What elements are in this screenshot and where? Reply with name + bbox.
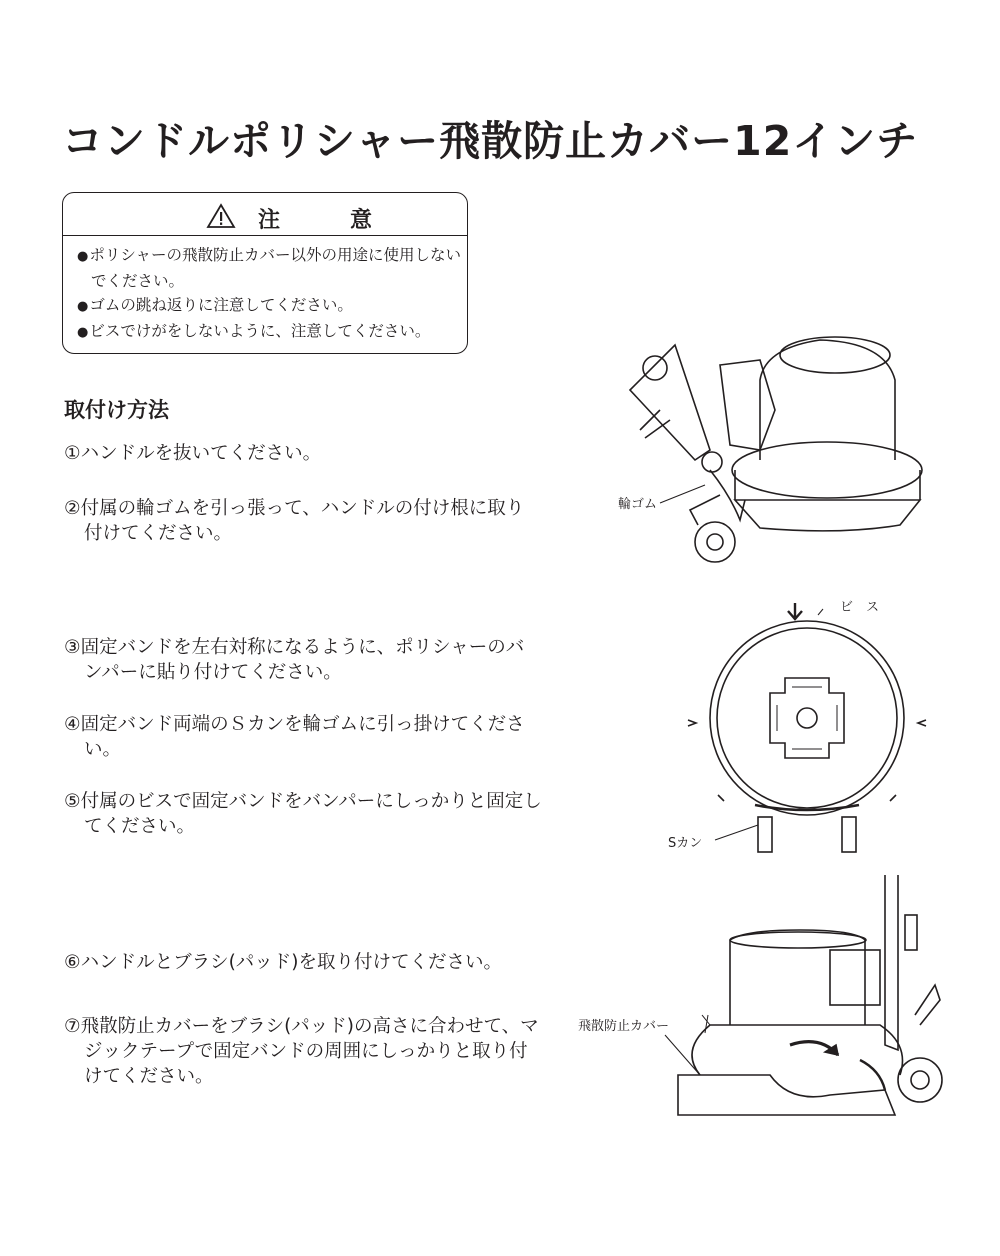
caution-box [62, 192, 468, 354]
polisher-cover-figure [580, 875, 980, 1125]
method-title: 取付け方法 [64, 398, 169, 422]
step-6: ⑥ハンドルとブラシ(パッド)を取り付けてください。 [64, 952, 503, 973]
caution-item: ● ビスでけがをしないように、注意してください。 [77, 319, 467, 345]
cover-label: 飛散防止カバー [578, 1019, 670, 1034]
screw-label: ビ ス [840, 600, 880, 615]
warning-triangle-icon [206, 203, 236, 229]
caution-list [77, 243, 467, 345]
rubber-band-label: 輪ゴム [618, 497, 658, 512]
step-4: ④固定バンド両端のＳカンを輪ゴムに引っ掛けてください。 [64, 714, 525, 760]
bumper-band-figure [680, 595, 940, 865]
polisher-rubber-band-figure [600, 320, 930, 570]
caution-item: ● ポリシャーの飛散防止カバー以外の用途に使用しないでください。 [77, 243, 467, 293]
step-2: ②付属の輪ゴムを引っ張って、ハンドルの付け根に取り付けてください。 [64, 498, 525, 544]
page-title: コンドルポリシャー飛散防止カバー12インチ [62, 117, 919, 165]
caution-item: ● ゴムの跳ね返りに注意してください。 [77, 293, 467, 319]
step-1: ①ハンドルを抜いてください。 [64, 443, 322, 464]
step-7: ⑦飛散防止カバーをブラシ(パッド)の高さに合わせて、マジックテープで固定バンドの周囲にしっかりと取り付けてください。 [64, 1016, 539, 1087]
caution-header [63, 201, 467, 233]
s-hook-label: Sカン [668, 836, 703, 851]
step-3: ③固定バンドを左右対称になるように、ポリシャーのバンパーに貼り付けてください。 [64, 637, 525, 683]
caution-heading: 注 意 [258, 208, 397, 233]
step-5: ⑤付属のビスで固定バンドをバンパーにしっかりと固定してください。 [64, 791, 542, 837]
caution-divider [63, 235, 467, 236]
